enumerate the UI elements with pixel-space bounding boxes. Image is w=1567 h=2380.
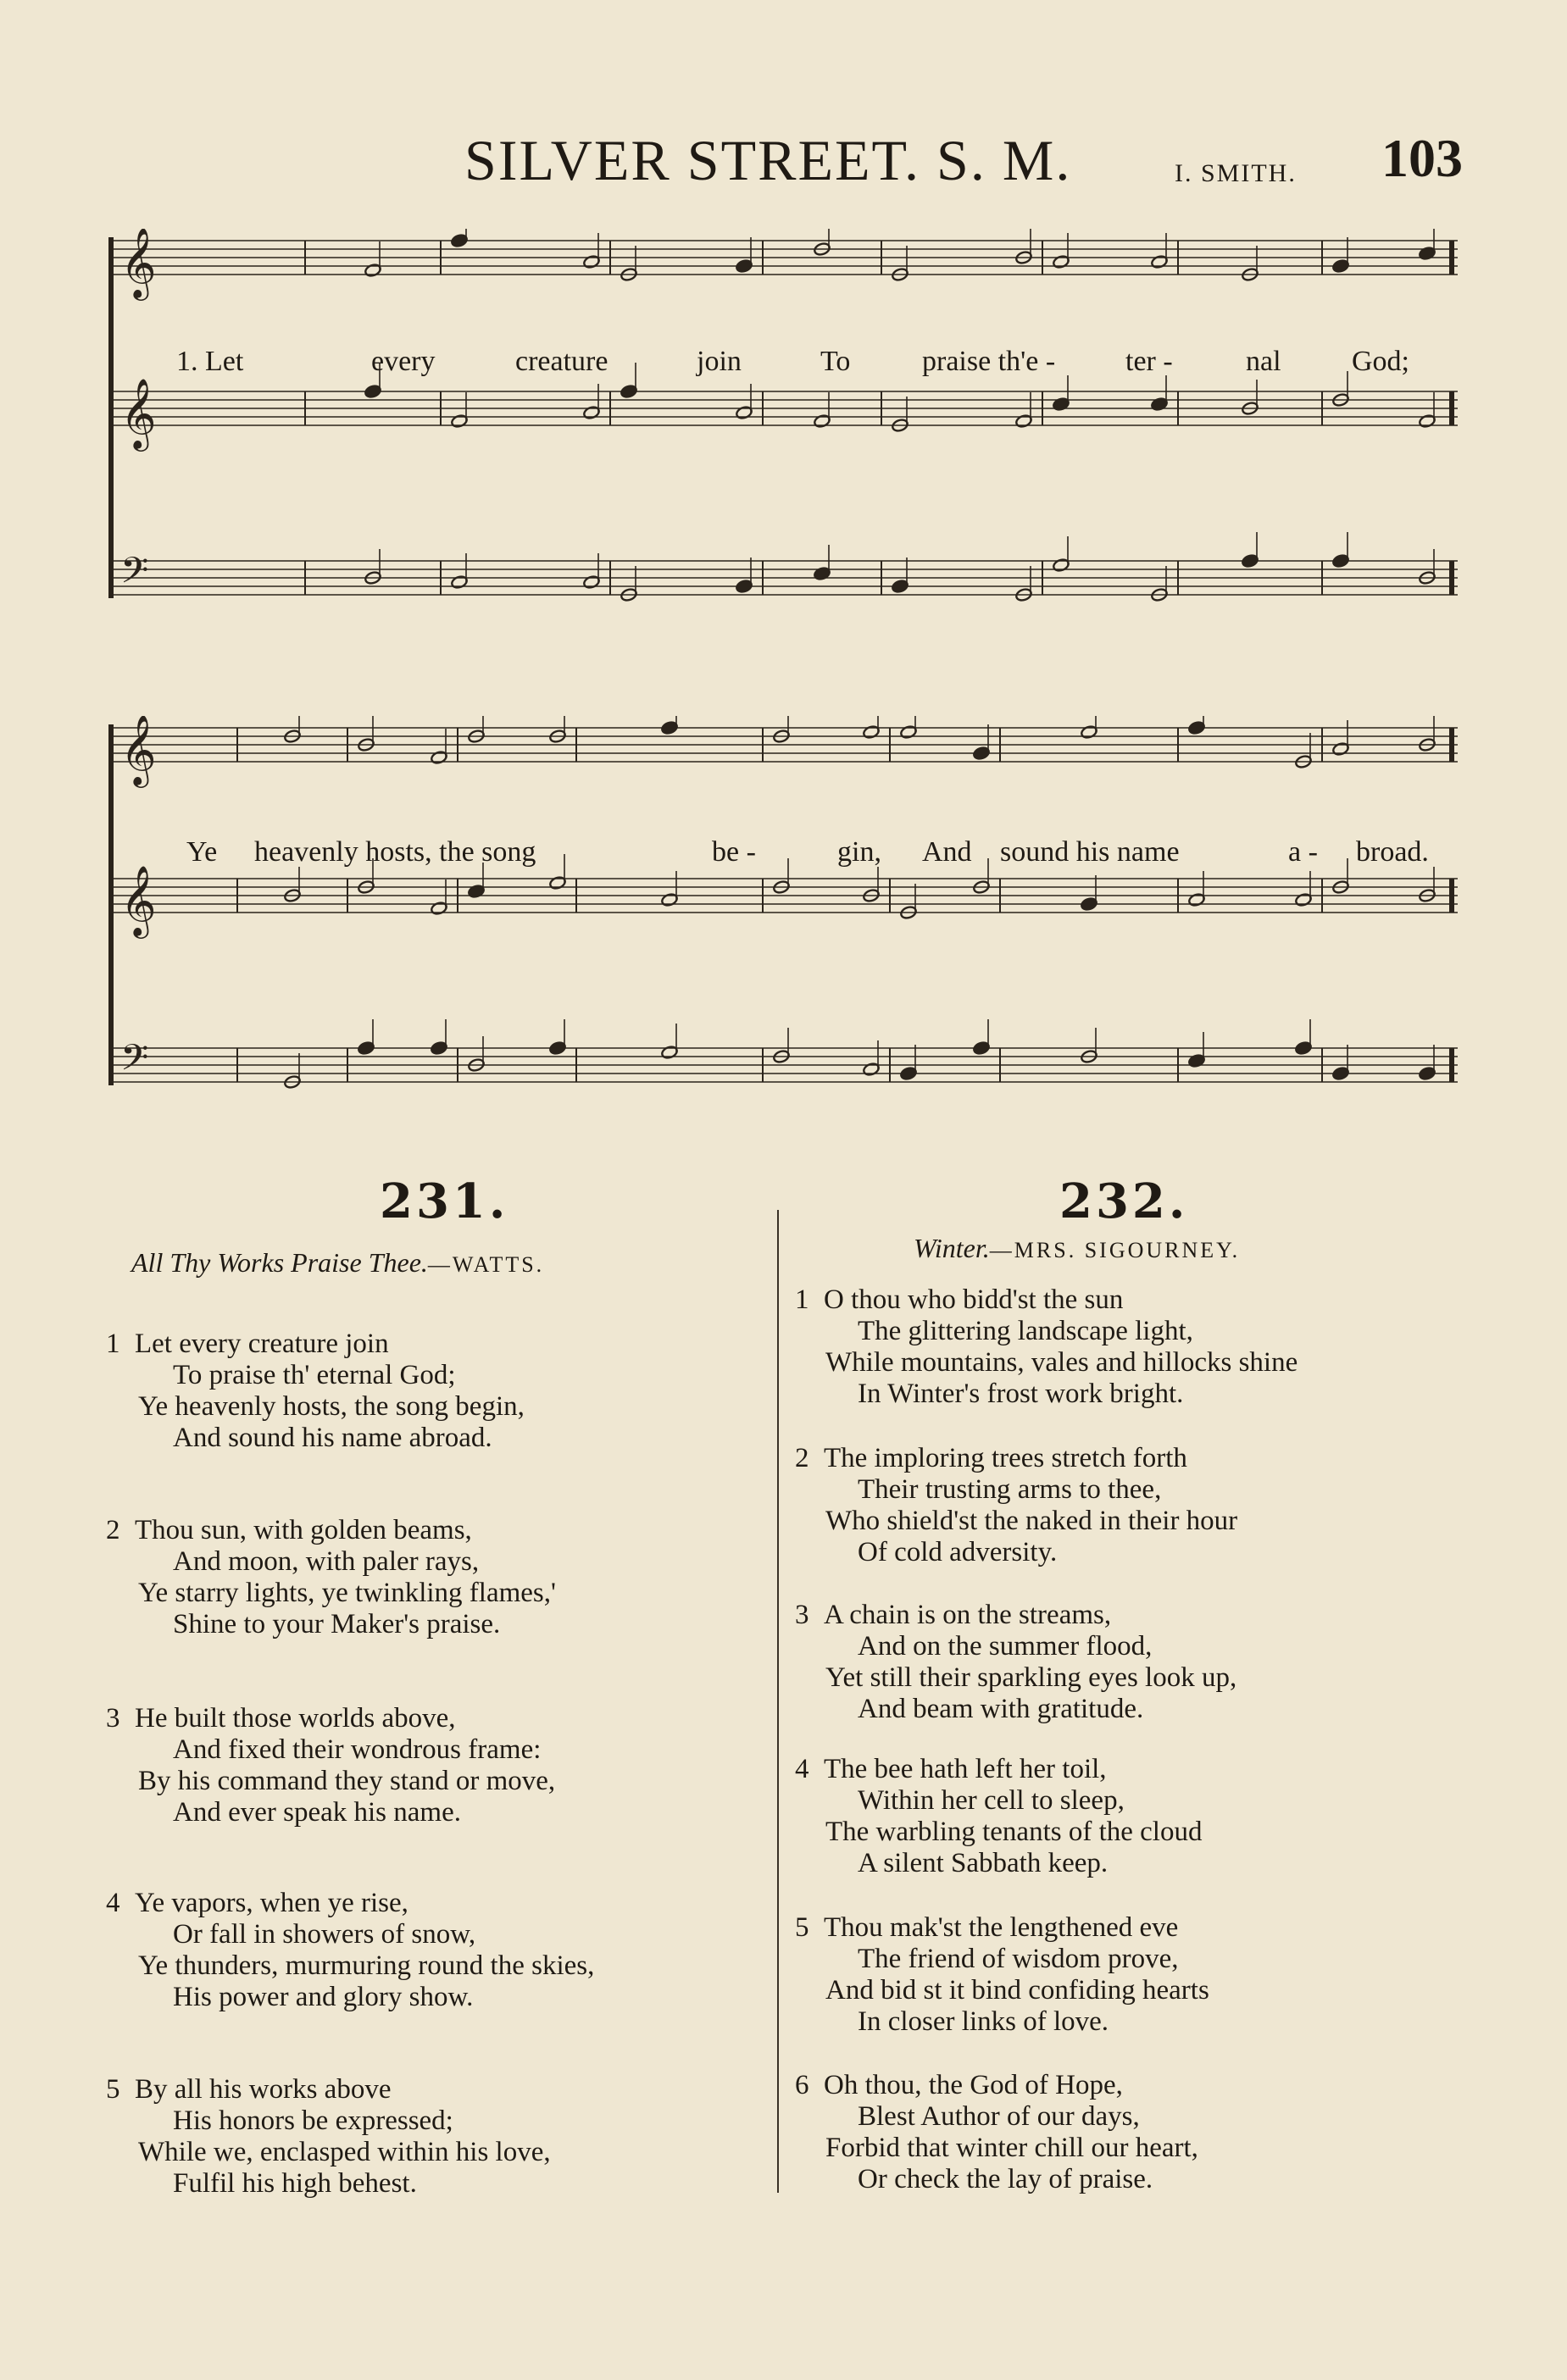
page-header xyxy=(0,127,1567,203)
stanza-number: 1 xyxy=(106,1329,120,1359)
stanza-line: Ye thunders, murmuring round the skies, xyxy=(138,1950,595,1981)
column-divider xyxy=(777,1210,779,2193)
lyrics-line-1 xyxy=(102,346,1466,383)
stanza-line: The warbling tenants of the cloud xyxy=(825,1817,1203,1847)
stanza-line: Or check the lay of praise. xyxy=(858,2164,1153,2194)
stanza-line: The glittering landscape light, xyxy=(858,1316,1193,1346)
stanza-line: In closer links of love. xyxy=(858,2006,1109,2037)
stanza-line: Blest Author of our days, xyxy=(858,2101,1140,2132)
stanza-line: Fulfil his high behest. xyxy=(173,2168,417,2199)
lyric-syllable: join xyxy=(697,346,742,377)
hymn-231-subtitle xyxy=(131,1247,544,1279)
stanza-line: While mountains, vales and hillocks shine xyxy=(825,1347,1298,1378)
stanza-line: Thou mak'st the lengthened eve xyxy=(824,1912,1179,1943)
stanza-line: Or fall in showers of snow, xyxy=(173,1919,476,1950)
lyric-syllable: And xyxy=(922,836,972,868)
stanza-line: Within her cell to sleep, xyxy=(858,1785,1125,1816)
lyric-syllable: sound his name xyxy=(1000,836,1180,868)
stanza-line: The friend of wisdom prove, xyxy=(858,1944,1179,1974)
stanza-number: 4 xyxy=(106,1888,120,1918)
stanza-line: Ye starry lights, ye twinkling flames,' xyxy=(138,1578,556,1608)
bass-clef-icon: 𝄢 xyxy=(120,1037,149,1088)
stanza-line: Let every creature join xyxy=(135,1329,389,1359)
stanza-line: A silent Sabbath keep. xyxy=(858,1848,1109,1878)
stanza-line: In Winter's frost work bright. xyxy=(858,1379,1184,1409)
hymn-number-232: 232. xyxy=(1059,1173,1189,1229)
bass-clef-icon: 𝄢 xyxy=(120,550,149,601)
stanza-number: 1 xyxy=(795,1284,809,1315)
hymn-231-stanza-4 xyxy=(106,1888,594,2013)
treble-clef-icon: 𝄞 xyxy=(120,377,157,448)
system-bracket xyxy=(108,724,114,1085)
stanza-line: And ever speak his name. xyxy=(173,1797,461,1828)
stanza-number: 5 xyxy=(795,1912,809,1943)
hymn-231-title: All Thy Works Praise Thee. xyxy=(131,1247,428,1278)
final-barline xyxy=(1449,561,1454,595)
stanza-number: 2 xyxy=(795,1443,809,1473)
stanza-line: To praise th' eternal God; xyxy=(173,1360,456,1390)
stanza-line: Who shield'st the naked in their hour xyxy=(825,1506,1238,1536)
stanza-line: His honors be expressed; xyxy=(173,2105,453,2136)
final-barline xyxy=(1449,391,1454,425)
staff-notation-1 xyxy=(102,229,1466,669)
final-barline xyxy=(1449,728,1454,762)
stanza-line: Forbid that winter chill our heart, xyxy=(825,2133,1198,2163)
treble-clef-icon: 𝄞 xyxy=(120,864,157,935)
lyric-syllable: 1. Let xyxy=(176,346,244,377)
composer-name: I. SMITH. xyxy=(1175,159,1297,187)
hymn-231-stanza-1 xyxy=(106,1329,525,1454)
lyric-syllable: a - xyxy=(1288,836,1318,868)
stanza-line: The bee hath left her toil, xyxy=(824,1754,1107,1784)
stanza-line: And sound his name abroad. xyxy=(173,1423,492,1453)
lyric-syllable: be - xyxy=(712,836,756,868)
stanza-line: Thou sun, with golden beams, xyxy=(135,1515,472,1545)
stanza-line: And bid st it bind confiding hearts xyxy=(825,1975,1209,2006)
stanza-line: And fixed their wondrous frame: xyxy=(173,1734,542,1765)
treble-clef-icon: 𝄞 xyxy=(120,229,157,297)
stanza-line: Ye vapors, when ye rise, xyxy=(135,1888,408,1918)
stanza-line: Shine to your Maker's praise. xyxy=(173,1609,501,1639)
stanza-number: 2 xyxy=(106,1515,120,1545)
lyric-syllable: praise th'e - xyxy=(922,346,1056,377)
stanza-line: Yet still their sparkling eyes look up, xyxy=(825,1662,1237,1693)
hymn-232-stanza-2 xyxy=(795,1443,1237,1568)
lyric-syllable: gin, xyxy=(837,836,881,868)
hymn-231-stanza-3 xyxy=(106,1703,555,1828)
final-barline xyxy=(1449,1048,1454,1082)
lyric-syllable: ter - xyxy=(1125,346,1173,377)
final-barline xyxy=(1449,241,1454,275)
hymn-231-author: —WATTS. xyxy=(427,1252,545,1277)
stanza-number: 3 xyxy=(795,1600,809,1630)
stanza-line: Ye heavenly hosts, the song begin, xyxy=(138,1391,525,1422)
hymn-232-stanza-4 xyxy=(795,1754,1202,1879)
stanza-line: His power and glory show. xyxy=(173,1982,474,2012)
hymn-231-stanza-5 xyxy=(106,2074,551,2200)
lyric-syllable: heavenly hosts, the song xyxy=(254,836,536,868)
system-bracket xyxy=(108,237,114,598)
music-system-2 xyxy=(102,716,1466,1157)
lyric-syllable: Ye xyxy=(186,836,218,868)
staff-notation-2 xyxy=(102,716,1466,1157)
stanza-line: He built those worlds above, xyxy=(135,1703,456,1734)
stanza-number: 3 xyxy=(106,1703,120,1734)
stanza-line: And moon, with paler rays, xyxy=(173,1546,480,1577)
stanza-number: 6 xyxy=(795,2070,809,2100)
stanza-line: And on the summer flood, xyxy=(858,1631,1153,1662)
hymn-232-stanza-5 xyxy=(795,1912,1209,2038)
stanza-line: A chain is on the streams, xyxy=(824,1600,1112,1630)
stanza-line: Of cold adversity. xyxy=(858,1537,1058,1567)
stanza-line: The imploring trees stretch forth xyxy=(824,1443,1187,1473)
page-number: 103 xyxy=(1381,128,1463,188)
final-barline xyxy=(1449,879,1454,913)
lyric-syllable: nal xyxy=(1246,346,1281,377)
hymn-232-stanza-6 xyxy=(795,2070,1198,2195)
lyric-syllable: To xyxy=(820,346,851,377)
tune-title: SILVER STREET. S. M. xyxy=(464,128,1072,192)
lyrics-line-2 xyxy=(102,836,1466,874)
music-system-1 xyxy=(102,229,1466,669)
hymn-232-title: Winter. xyxy=(914,1233,990,1263)
stanza-line: And beam with gratitude. xyxy=(858,1694,1144,1724)
hymn-231-stanza-2 xyxy=(106,1515,556,1640)
stanza-line: By his command they stand or move, xyxy=(138,1766,556,1796)
lyric-syllable: creature xyxy=(515,346,608,377)
stanza-line: By all his works above xyxy=(135,2074,392,2105)
hymn-number-231: 231. xyxy=(380,1173,509,1229)
stanza-number: 5 xyxy=(106,2074,120,2105)
hymn-232-stanza-3 xyxy=(795,1600,1236,1725)
hymn-232-subtitle xyxy=(914,1233,1240,1264)
treble-clef-icon: 𝄞 xyxy=(120,716,157,785)
lyric-syllable: God; xyxy=(1352,346,1409,377)
stanza-line: Oh thou, the God of Hope, xyxy=(824,2070,1123,2100)
stanza-line: While we, enclasped within his love, xyxy=(138,2137,551,2167)
stanza-number: 4 xyxy=(795,1754,809,1784)
stanza-line: O thou who bidd'st the sun xyxy=(824,1284,1124,1315)
hymn-232-author: —MRS. SIGOURNEY. xyxy=(989,1238,1241,1262)
lyric-syllable: broad. xyxy=(1356,836,1429,868)
stanza-line: Their trusting arms to thee, xyxy=(858,1474,1162,1505)
hymn-232-stanza-1 xyxy=(795,1284,1297,1410)
lyric-syllable: every xyxy=(371,346,436,377)
